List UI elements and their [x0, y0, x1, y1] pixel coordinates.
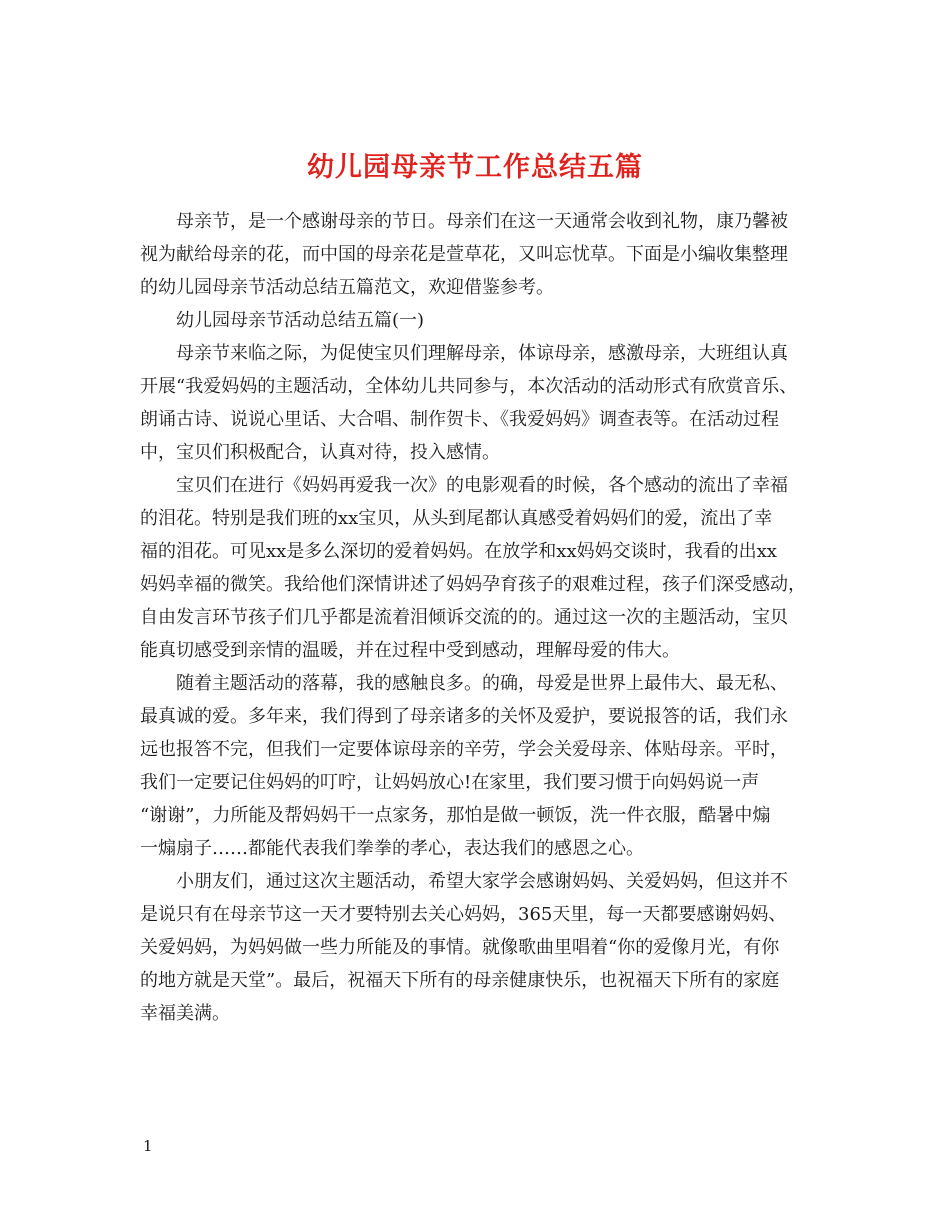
paragraph-line: 母亲节来临之际，为促使宝贝们理解母亲，体谅母亲，感激母亲，大班组认真: [176, 343, 788, 364]
paragraph-line: 的泪花。特别是我们班的xx宝贝，从头到尾都认真感受着妈妈们的爱，流出了幸: [140, 508, 773, 529]
paragraph-line: 的地方就是天堂”。最后，祝福天下所有的母亲健康快乐，也祝福天下所有的家庭: [140, 970, 780, 991]
paragraph-line: 自由发言环节孩子们几乎都是流着泪倾诉交流的的。通过这一次的主题活动，宝贝: [140, 607, 788, 628]
paragraph-line: 远也报答不完，但我们一定要体谅母亲的辛劳，学会关爱母亲、体贴母亲。平时，: [140, 739, 788, 760]
paragraph-line: 朗诵古诗、说说心里话、大合唱、制作贺卡、《我爱妈妈》调查表等。在活动过程: [140, 409, 779, 430]
paragraph-line: 能真切感受到亲情的温暖，并在过程中受到感动，理解母爱的伟大。: [140, 640, 680, 661]
section-heading: 幼儿园母亲节活动总结五篇(一): [176, 310, 425, 331]
document-title: 幼儿园母亲节工作总结五篇: [307, 152, 643, 184]
paragraph-line: 宝贝们在进行《妈妈再爱我一次》的电影观看的时候，各个感动的流出了幸福: [176, 475, 788, 496]
paragraph-line: 小朋友们，通过这次主题活动，希望大家学会感谢妈妈、关爱妈妈，但这并不: [176, 871, 788, 892]
paragraph-line: 的幼儿园母亲节活动总结五篇范文，欢迎借鉴参考。: [140, 277, 554, 298]
paragraph-line: 母亲节，是一个感谢母亲的节日。母亲们在这一天通常会收到礼物，康乃馨被: [176, 211, 788, 232]
paragraph-line: 开展“我爱妈妈的主题活动，全体幼儿共同参与，本次活动的活动形式有欣赏音乐、: [140, 376, 798, 397]
paragraph-line: 一煽扇子……都能代表我们拳拳的孝心，表达我们的感恩之心。: [140, 838, 644, 859]
paragraph-line: 福的泪花。可见xx是多么深切的爱着妈妈。在放学和xx妈妈交谈时，我看的出xx: [140, 541, 777, 562]
paragraph-line: 幸福美满。: [140, 1003, 230, 1024]
page-number: 1: [143, 1137, 153, 1155]
paragraph-line: 我们一定要记住妈妈的叮咛，让妈妈放心!在家里，我们要习惯于向妈妈说一声: [140, 772, 760, 793]
paragraph-line: 最真诚的爱。多年来，我们得到了母亲诸多的关怀及爱护，要说报答的话，我们永: [140, 706, 788, 727]
paragraph-line: 中，宝贝们积极配合，认真对待，投入感情。: [140, 442, 500, 463]
paragraph-line: 关爱妈妈，为妈妈做一些力所能及的事情。就像歌曲里唱着“你的爱像月光，有你: [140, 937, 780, 958]
document-body: [140, 205, 820, 1030]
paragraph-line: “谢谢”，力所能及帮妈妈干一点家务，那怕是做一顿饭，洗一件衣服，酷暑中煽: [140, 805, 771, 826]
paragraph-line: 是说只有在母亲节这一天才要特别去关心妈妈，365天里，每一天都要感谢妈妈、: [140, 904, 787, 925]
paragraph-line: 视为献给母亲的花，而中国的母亲花是萱草花，又叫忘忧草。下面是小编收集整理: [140, 244, 788, 265]
paragraph-line: 随着主题活动的落幕，我的感触良多。的确，母爱是世界上最伟大、最无私、: [176, 673, 788, 694]
paragraph-line: 妈妈幸福的微笑。我给他们深情讲述了妈妈孕育孩子的艰难过程，孩子们深受感动，: [140, 574, 806, 595]
